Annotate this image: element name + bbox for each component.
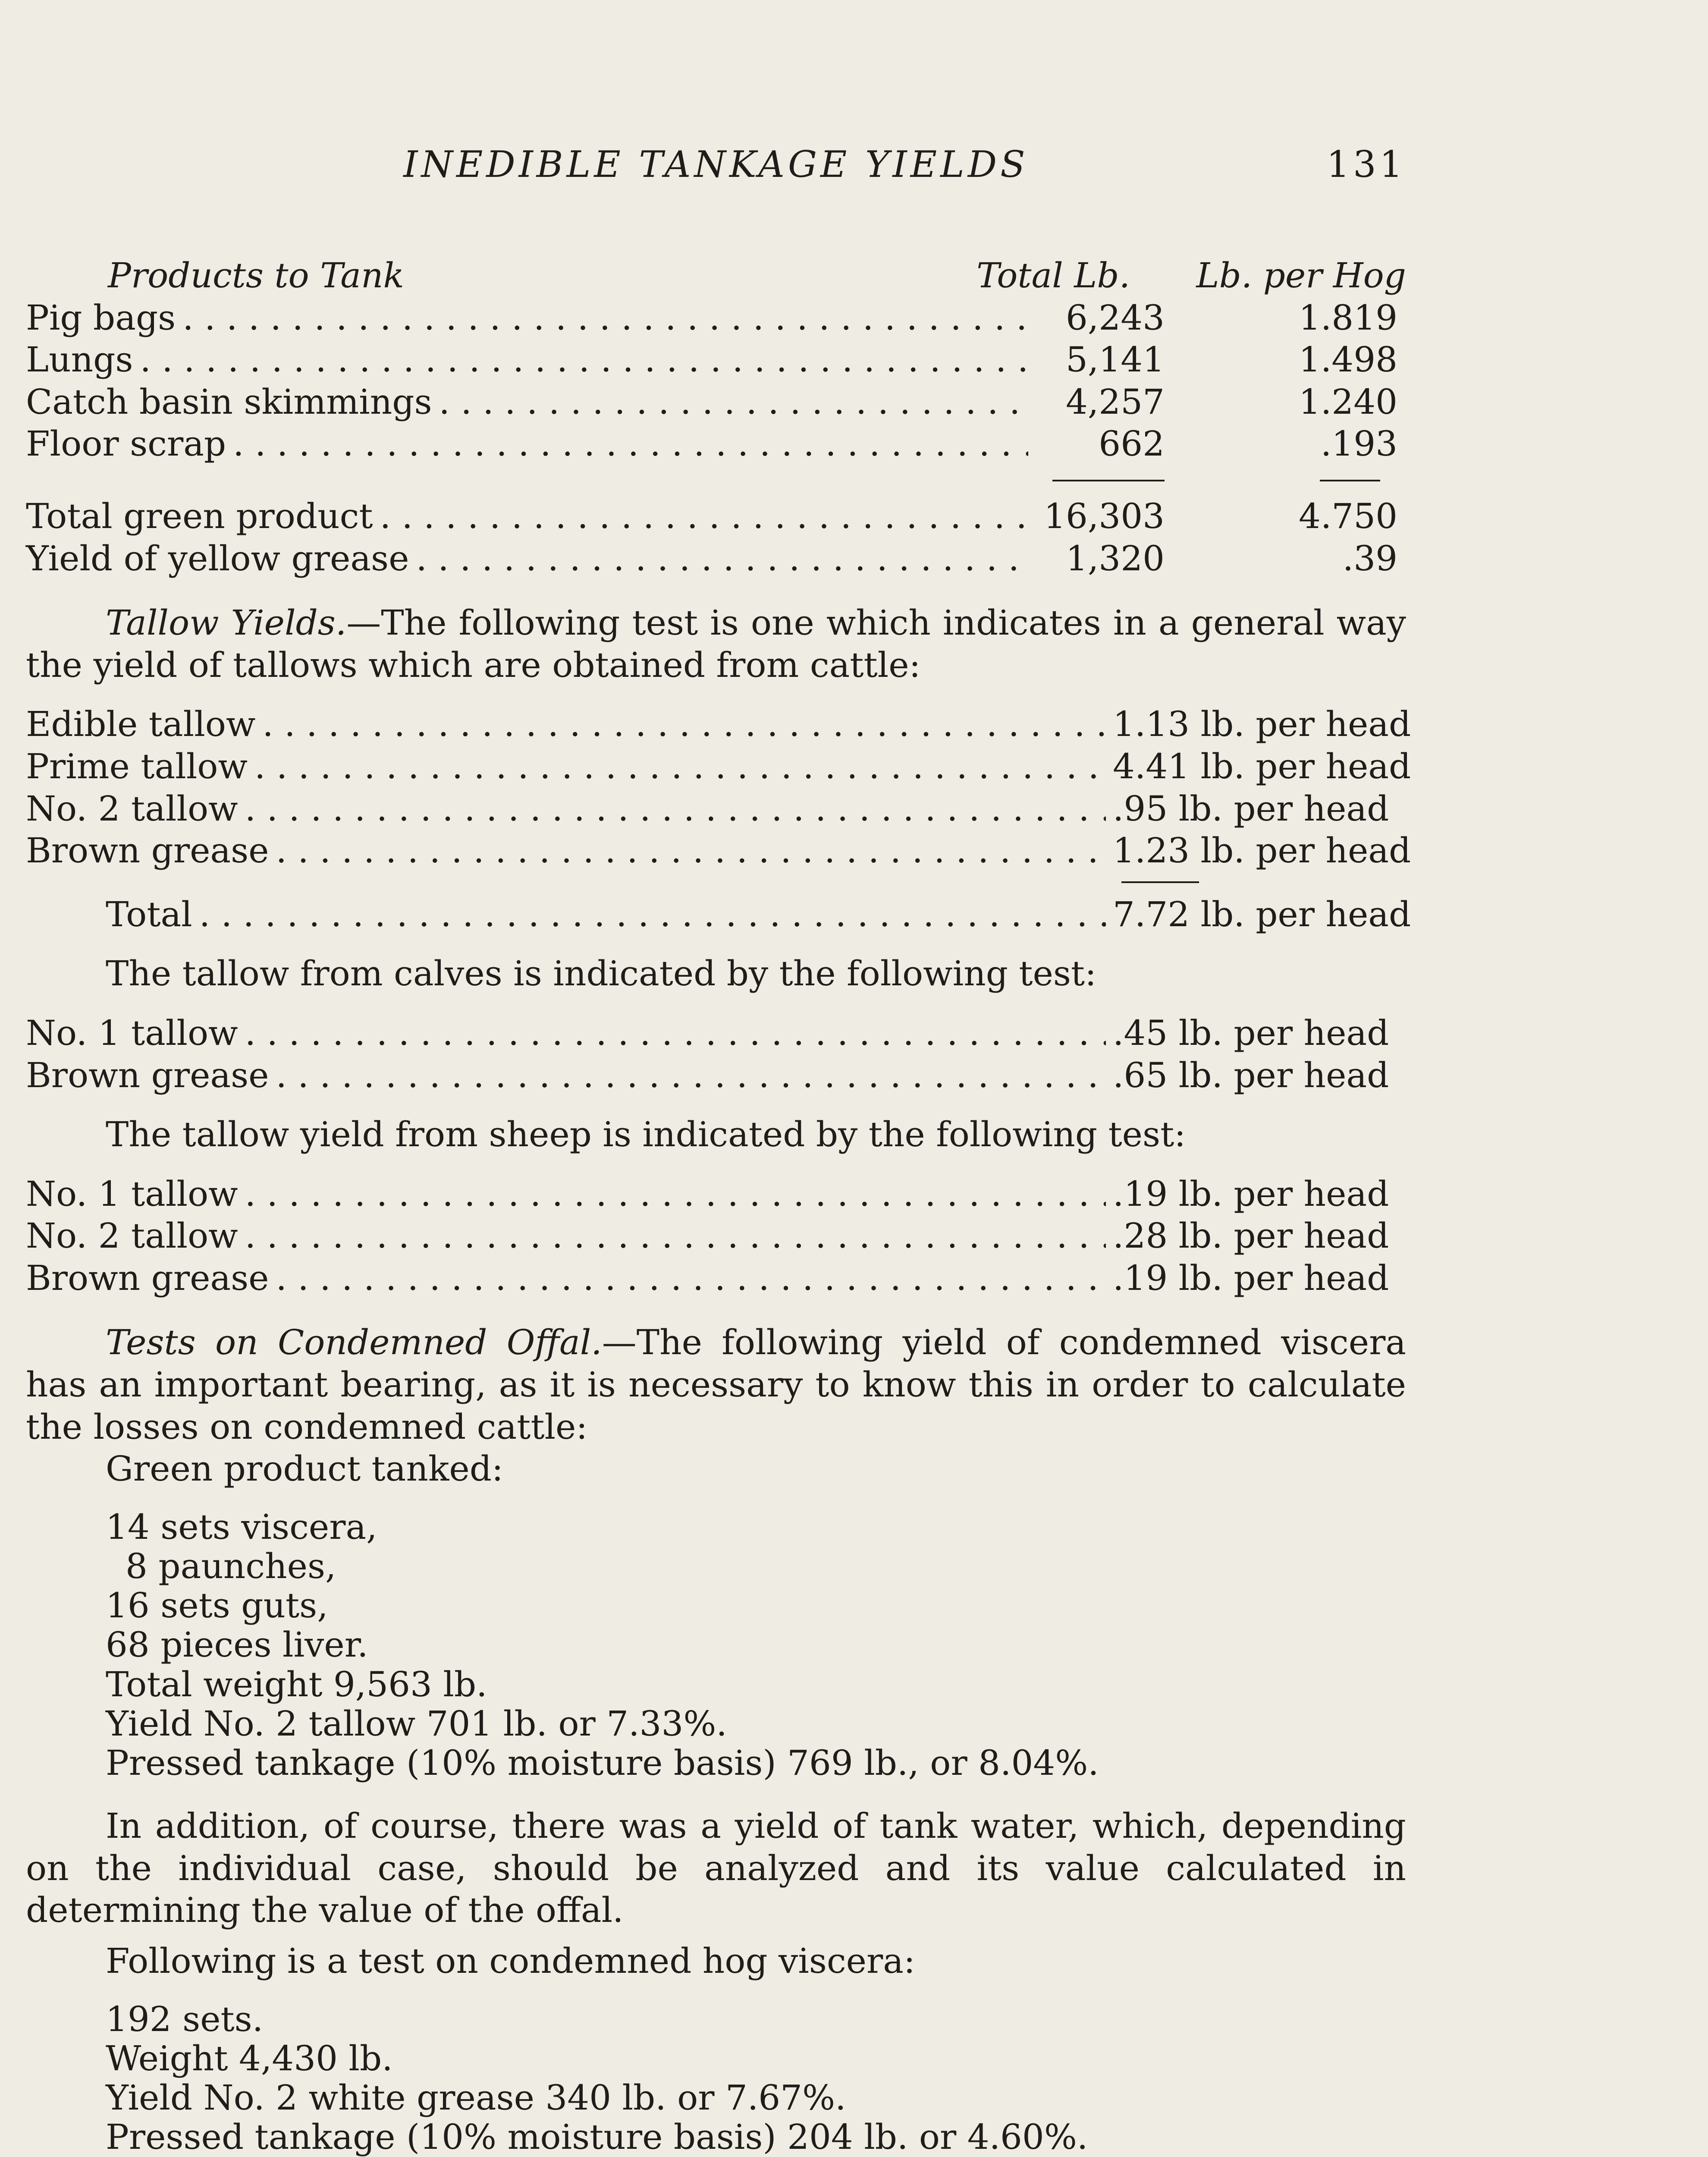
table-row: Lungs . . . 5,141 1.498 (26, 339, 1406, 381)
header-total-lb: Total Lb. (976, 255, 1130, 296)
sheep-tallow-list (26, 1173, 1406, 1299)
header-lb-per-hog: Lb. per Hog (1196, 255, 1406, 296)
calves-tallow-list (26, 1012, 1406, 1096)
table-total-row: Yield of yellow grease . . . 1,320 .39 (26, 538, 1406, 580)
list-item: Pressed tankage (10% moisture basis) 769 lb., or 8.04%. (106, 1742, 1099, 1783)
cattle-offal-list (26, 1507, 1406, 1783)
calves-intro: The tallow from calves is indicated by the following test: (106, 953, 1097, 994)
list-item: No. 1 tallow . . . .45 lb. per head (26, 1012, 1406, 1054)
list-item: No. 2 tallow . . . .95 lb. per head (26, 788, 1406, 830)
sum-rule (26, 465, 1406, 495)
list-item: Brown grease . . . .65 lb. per head (26, 1054, 1406, 1097)
sheep-intro: The tallow yield from sheep is indicated by the following test: (106, 1114, 1186, 1155)
list-item: Weight 4,430 lb. (106, 2038, 393, 2078)
hog-test-intro: Following is a test on condemned hog viscera: (106, 1940, 915, 1981)
list-item: Yield No. 2 tallow 701 lb. or 7.33%. (106, 1703, 727, 1744)
list-item: No. 2 tallow . . . .28 lb. per head (26, 1215, 1406, 1257)
list-item: 16 sets guts, (106, 1585, 328, 1626)
cattle-tallow-list (26, 703, 1411, 935)
table-row: Pig bags . . . 6,243 1.819 (26, 297, 1406, 339)
tallow-yields-paragraph: Tallow Yields.—The following test is one which indicates in a general way the yield of tallows which are obtained from cattle: (26, 603, 1407, 685)
list-item: Edible tallow . . . 1.13 lb. per head (26, 703, 1406, 745)
list-item: No. 1 tallow . . . .19 lb. per head (26, 1173, 1406, 1215)
header-products: Products to Tank (108, 255, 404, 296)
list-item: 14 sets viscera, (106, 1506, 377, 1547)
table-row: Floor scrap . . . 662 .193 (26, 423, 1406, 465)
list-item: 192 sets. (106, 1999, 264, 2039)
hog-offal-list (26, 2000, 1406, 2157)
list-item: Brown grease . . . 1.23 lb. per head (26, 830, 1406, 872)
list-item: Pressed tankage (10% moisture basis) 204 lb. or 4.60%. (106, 2117, 1088, 2157)
tank-water-paragraph: In addition, of course, there was a yield of tank water, which, depending on the individual case, should be analyzed and its value calculated in determining the value of the offal. (26, 1806, 1406, 1931)
table-row: Catch basin skimmings . . . 4,257 1.240 (26, 381, 1406, 423)
list-item: 8 paunches, (126, 1546, 336, 1587)
page-title: INEDIBLE TANKAGE YIELDS (403, 143, 1029, 186)
condemned-offal-paragraph: Tests on Condemned Offal.—The following yield of condemned viscera has an important bearing, as it is necessary to know this in order to calculate the losses on condemned cattle: (26, 1322, 1407, 1447)
list-item: Brown grease . . . .19 lb. per head (26, 1257, 1406, 1299)
table-total-row: Total green product . . . 16,303 4.750 (26, 495, 1406, 538)
hog-table (26, 297, 1406, 580)
hog-table-header (26, 255, 1406, 297)
page-body (26, 142, 1411, 2157)
page-number: 131 (1326, 143, 1406, 186)
cattle-tallow-total: Total . . . 7.72 lb. per head (26, 893, 1406, 936)
list-item: Prime tallow . . . 4.41 lb. per head (26, 745, 1406, 788)
list-item: Total weight 9,563 lb. (106, 1664, 487, 1704)
sum-rule (26, 872, 1406, 893)
list-item: Yield No. 2 white grease 340 lb. or 7.67%. (106, 2077, 846, 2118)
list-item: 68 pieces liver. (106, 1625, 368, 1665)
green-product-line: Green product tanked: (106, 1449, 503, 1489)
